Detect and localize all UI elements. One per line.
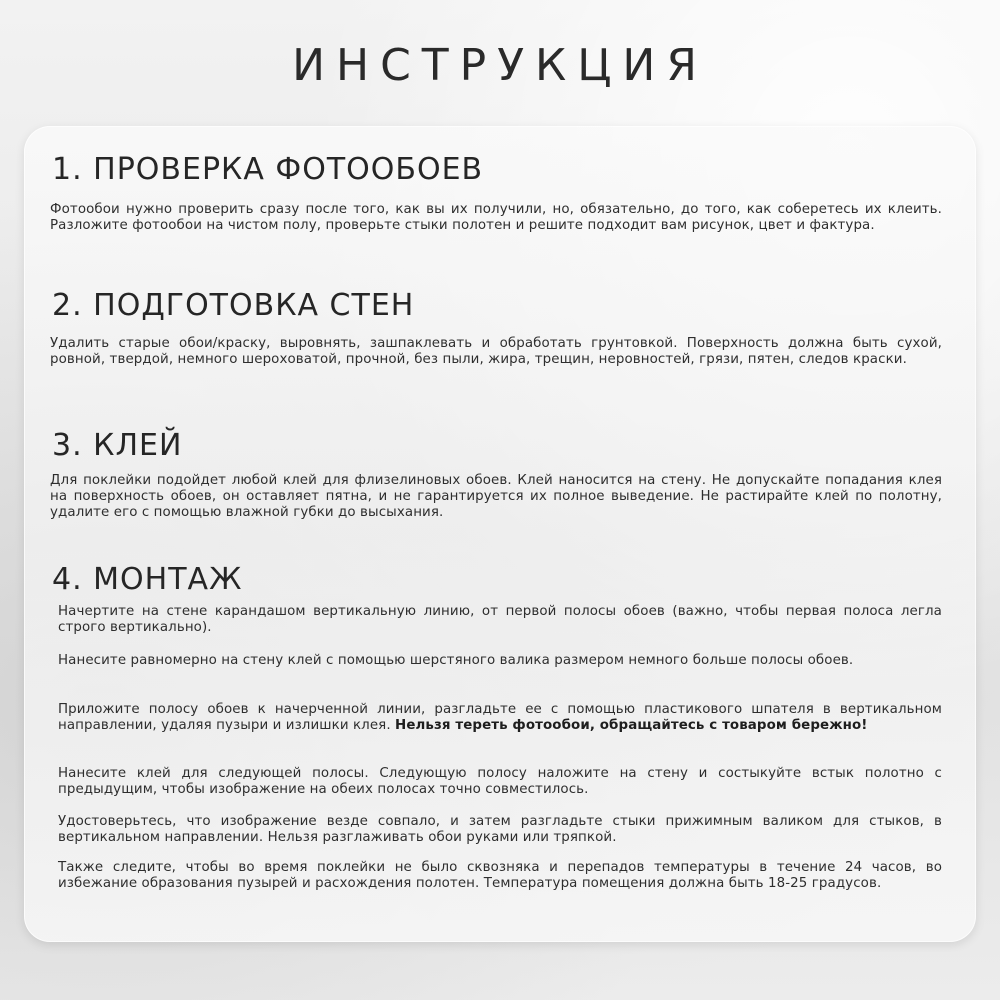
page-title: ИНСТРУКЦИЯ (292, 40, 708, 91)
paragraph-mounting-3 (58, 702, 942, 734)
paragraph-mounting-5: Удостоверьтесь, что изображение везде совпало, и затем разгладьте стыки прижимным валиком для стыков, в вертикальном направлении. Нельзя разглаживать обои руками или тряпкой. (58, 814, 942, 845)
paragraph-glue: Для поклейки подойдет любой клей для флизелиновых обоев. Клей наносится на стену. Не допускайте попадания клея на поверхность обоев, он оставляет пятна, и не гарантируется их полное выведение. Не растирайте клей по полотну, удалите его с помощью влажной губки до высыхания. (50, 473, 942, 520)
section-heading-glue: 3. КЛЕЙ (52, 428, 183, 463)
paragraph-mounting-6: Также следите, чтобы во время поклейки не было сквозняка и перепадов температуры в течение 24 часов, во избежание образования пузырей и расхождения полотен. Температура помещения должна быть 18-25 градусов. (58, 860, 942, 891)
paragraph-walls: Удалить старые обои/краску, выровнять, зашпаклевать и обработать грунтовкой. Поверхность должна быть сухой, ровной, твердой, немного шероховатой, прочной, без пыли, жира, трещин, неровностей, грязи, пятен, следов краски. (50, 336, 942, 367)
paragraph-mounting-3-text: Приложите полосу обоев к начерченной линии, разгладьте ее с помощью пластикового шпателя в вертикальном направлении, удаляя пузыри и излишки клея. (58, 702, 942, 733)
section-heading-walls: 2. ПОДГОТОВКА СТЕН (52, 288, 415, 323)
section-heading-check: 1. ПРОВЕРКА ФОТООБОЕВ (52, 152, 484, 187)
instruction-card (24, 126, 976, 942)
paragraph-check: Фотообои нужно проверить сразу после того, как вы их получили, но, обязательно, до того, как соберетесь их клеить. Разложите фотообои на чистом полу, проверьте стыки полотен и решите подходит вам рисунок, цвет и фактура. (50, 202, 942, 233)
paragraph-mounting-2: Нанесите равномерно на стену клей с помощью шерстяного валика размером немного больше полосы обоев. (58, 653, 854, 668)
section-heading-mounting: 4. МОНТАЖ (52, 562, 243, 597)
paragraph-mounting-4: Нанесите клей для следующей полосы. Следующую полосу наложите на стену и состыкуйте встык полотно с предыдущим, чтобы изображение на обеих полосах точно совместилось. (58, 766, 942, 797)
paragraph-mounting-3-warning: Нельзя тереть фотообои, обращайтесь с товаром бережно! (395, 718, 868, 733)
paragraph-mounting-1: Начертите на стене карандашом вертикальную линию, от первой полосы обоев (важно, чтобы первая полоса легла строго вертикально). (58, 604, 942, 635)
